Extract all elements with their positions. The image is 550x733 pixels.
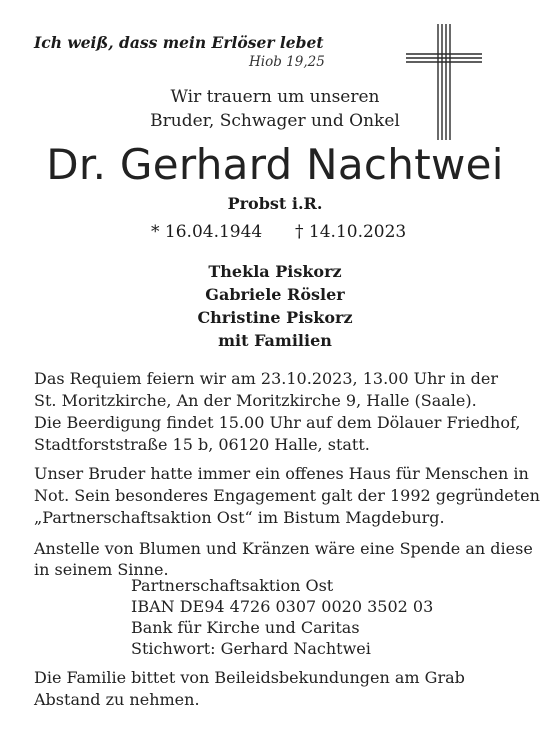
requiem-line-3: Die Beerdigung findet 15.00 Uhr auf dem Dölauer Friedhof, [34, 413, 521, 432]
bible-quote: Ich weiß, dass mein Erlöser lebet [34, 33, 324, 52]
closing-line-2: Abstand zu nehmen. [34, 690, 200, 709]
bank-recipient: Partnerschaftsaktion Ost [131, 576, 334, 595]
intro-line-2: Bruder, Schwager und Onkel [150, 111, 400, 131]
engagement-line-2: Not. Sein besonderes Engagement galt der 1992 gegründeten [34, 486, 540, 505]
birth-date: * 16.04.1944 [151, 222, 263, 242]
mourner-1: Thekla Piskorz [208, 262, 342, 281]
intro-line-1: Wir trauern um unseren [170, 87, 380, 107]
bank-iban: IBAN DE94 4726 0307 0020 3502 03 [131, 597, 434, 616]
requiem-line-4: Stadtforststraße 15 b, 06120 Halle, statt. [34, 435, 370, 454]
donation-line-2: in seinem Sinne. [34, 560, 169, 579]
engagement-line-3: „Partnerschaftsaktion Ost“ im Bistum Magdeburg. [34, 508, 445, 527]
bank-name: Bank für Kirche und Caritas [131, 618, 360, 637]
engagement-line-1: Unser Bruder hatte immer ein offenes Haus für Menschen in [34, 464, 529, 483]
mourner-2: Gabriele Rösler [205, 285, 345, 304]
bible-reference: Hiob 19,25 [249, 54, 325, 70]
requiem-line-1: Das Requiem feiern wir am 23.10.2023, 13.00 Uhr in der [34, 369, 498, 388]
deceased-name: Dr. Gerhard Nachtwei [46, 140, 504, 189]
closing-line-1: Die Familie bittet von Beileidsbekundungen am Grab [34, 668, 465, 687]
deceased-title: Probst i.R. [227, 194, 323, 213]
mourner-4: mit Familien [218, 331, 332, 350]
requiem-line-2: St. Moritzkirche, An der Moritzkirche 9, Halle (Saale). [34, 391, 477, 410]
death-date: † 14.10.2023 [295, 222, 407, 242]
bank-keyword: Stichwort: Gerhard Nachtwei [131, 639, 371, 658]
mourner-3: Christine Piskorz [197, 308, 353, 327]
donation-line-1: Anstelle von Blumen und Kränzen wäre eine Spende an diese [34, 539, 533, 558]
